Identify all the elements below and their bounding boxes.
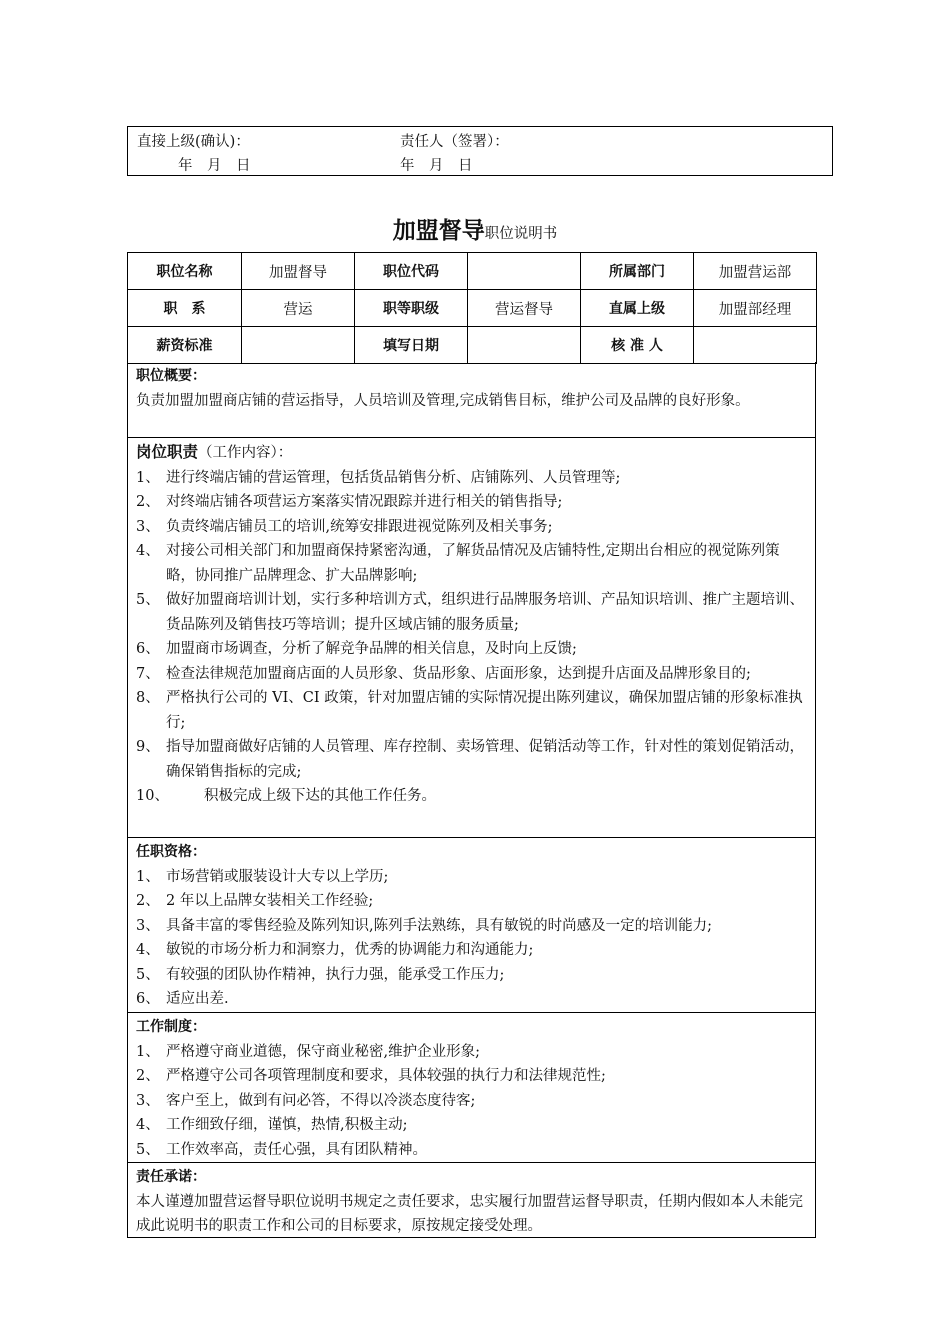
supervisor-confirm-label: 直接上级(确认)： bbox=[137, 134, 250, 150]
direct-superior-label: 直属上级 bbox=[581, 290, 694, 327]
list-item: 8、 严格执行公司的 VI、CI 政策，针对加盟店铺的实际情况提出陈列建议，确保加盟店铺的形象标准执行; bbox=[136, 690, 803, 731]
signature-box bbox=[127, 126, 833, 176]
responsible-sign-label: 责任人（签署）： bbox=[400, 134, 509, 150]
duties-section bbox=[127, 438, 816, 838]
position-name-value: 加盟督导 bbox=[242, 253, 355, 290]
approver-value bbox=[694, 327, 817, 364]
fill-date-value bbox=[468, 327, 581, 364]
list-item: 5、 有较强的团队协作精神，执行力强，能承受工作压力; bbox=[136, 966, 505, 983]
list-item: 5、 做好加盟商培训计划，实行多种培训方式，组织进行品牌服务培训、产品知识培训、推广主题培训、货品陈列及销售技巧等培训；提升区域店铺的服务质量; bbox=[136, 592, 804, 633]
job-family-label: 职 系 bbox=[128, 290, 242, 327]
title-suffix: 职位说明书 bbox=[484, 226, 558, 242]
duties-heading-suffix: （工作内容）： bbox=[198, 445, 293, 461]
overview-heading: 职位概要： bbox=[136, 368, 206, 384]
position-code-label: 职位代码 bbox=[355, 253, 468, 290]
list-item: 3、 客户至上，做到有问必答，不得以冷淡态度待客; bbox=[136, 1092, 476, 1109]
list-item: 4、 工作细致仔细，谨慎，热情,积极主动; bbox=[136, 1117, 408, 1133]
grade-value: 营运督导 bbox=[468, 290, 581, 327]
list-item: 7、 检查法律规范加盟商店面的人员形象、货品形象、店面形象，达到提升店面及品牌形象目的; bbox=[136, 665, 751, 682]
info-row-3 bbox=[128, 327, 817, 364]
position-name-label: 职位名称 bbox=[128, 253, 242, 290]
responsible-date: 年 月 日 bbox=[400, 158, 473, 174]
list-item: 3、 负责终端店铺员工的培训,统筹安排跟进视觉陈列及相关事务; bbox=[136, 518, 553, 535]
job-family-value: 营运 bbox=[242, 290, 355, 327]
list-item: 5、 工作效率高，责任心强，具有团队精神。 bbox=[136, 1141, 427, 1158]
list-item: 3、 具备丰富的零售经验及陈列知识,陈列手法熟练，具有敏锐的时尚感及一定的培训能力; bbox=[136, 917, 712, 934]
list-item: 9、 指导加盟商做好店铺的人员管理、库存控制、卖场管理、促销活动等工作，针对性的策划促销活动，确保销售指标的完成; bbox=[136, 739, 804, 780]
fill-date-label: 填写日期 bbox=[355, 327, 468, 364]
department-label: 所属部门 bbox=[581, 253, 694, 290]
commitment-heading: 责任承诺： bbox=[136, 1169, 206, 1185]
list-item: 1、 进行终端店铺的营运管理，包括货品销售分析、店铺陈列、人员管理等; bbox=[136, 469, 621, 486]
qualifications-section bbox=[127, 838, 816, 1013]
info-row-1 bbox=[128, 253, 817, 290]
title-main: 加盟督导 bbox=[392, 218, 485, 244]
document-title bbox=[0, 212, 950, 245]
salary-label: 薪资标准 bbox=[128, 327, 242, 364]
position-code-value bbox=[468, 253, 581, 290]
qualifications-heading: 任职资格： bbox=[136, 844, 206, 860]
list-item: 6、 加盟商市场调查，分析了解竞争品牌的相关信息，及时向上反馈; bbox=[136, 641, 577, 657]
list-item: 6、 适应出差. bbox=[136, 991, 229, 1007]
overview-section bbox=[127, 362, 816, 438]
commitment-section bbox=[127, 1163, 816, 1238]
work-rules-section bbox=[127, 1013, 816, 1163]
overview-text: 负责加盟加盟商店铺的营运指导，人员培训及管理,完成销售目标，维护公司及品牌的良好形象。 bbox=[136, 392, 750, 409]
grade-label: 职等职级 bbox=[355, 290, 468, 327]
salary-value bbox=[242, 327, 355, 364]
list-item: 4、 敏锐的市场分析力和洞察力，优秀的协调能力和沟通能力; bbox=[136, 942, 534, 958]
list-item: 2、 严格遵守公司各项管理制度和要求，具体较强的执行力和法律规范性; bbox=[136, 1068, 606, 1084]
list-item: 2、 2 年以上品牌女装相关工作经验; bbox=[136, 893, 374, 909]
direct-superior-value: 加盟部经理 bbox=[694, 290, 817, 327]
list-item: 4、 对接公司相关部门和加盟商保持紧密沟通，了解货品情况及店铺特性,定期出台相应的视觉陈列策略，协同推广品牌理念、扩大品牌影响; bbox=[136, 543, 780, 584]
info-row-2 bbox=[128, 290, 817, 327]
list-item: 1、 严格遵守商业道德，保守商业秘密,维护企业形象; bbox=[136, 1043, 480, 1060]
list-item: 2、 对终端店铺各项营运方案落实情况跟踪并进行相关的销售指导; bbox=[136, 494, 563, 510]
duties-heading: 岗位职责 bbox=[136, 443, 199, 461]
commitment-text: 本人谨遵加盟营运督导职位说明书规定之责任要求，忠实履行加盟营运督导职责，任期内假如本人未能完成此说明书的职责工作和公司的目标要求，原按规定接受处理。 bbox=[136, 1193, 803, 1234]
department-value: 加盟营运部 bbox=[694, 253, 817, 290]
position-info-table bbox=[127, 252, 817, 364]
supervisor-date: 年 月 日 bbox=[178, 158, 251, 174]
list-item: 1、 市场营销或服装设计大专以上学历; bbox=[136, 868, 389, 885]
list-item: 10、 积极完成上级下达的其他工作任务。 bbox=[136, 788, 436, 804]
work-rules-heading: 工作制度： bbox=[136, 1019, 206, 1035]
approver-label: 核 准 人 bbox=[581, 327, 694, 364]
